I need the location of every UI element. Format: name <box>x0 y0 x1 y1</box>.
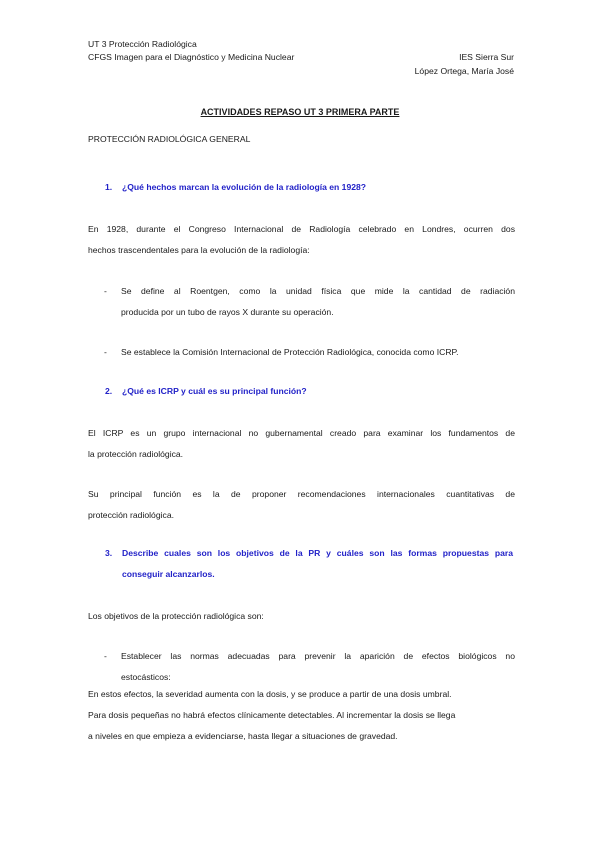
question-number: 3. <box>105 548 113 558</box>
header-author: López Ortega, María José <box>414 66 514 76</box>
answer-3-intro: Los objetivos de la protección radiológica son: <box>88 611 264 621</box>
question-text: ¿Qué hechos marcan la evolución de la radiología en 1928? <box>122 182 367 192</box>
text-line: Para dosis pequeñas no habrá efectos clínicamente detectables. Al incrementar la dosis se llega <box>88 710 456 720</box>
bullet-dash: - <box>104 651 107 661</box>
header-course: CFGS Imagen para el Diagnóstico y Medicina Nuclear <box>88 52 295 62</box>
text-line: la protección radiológica. <box>88 449 184 459</box>
answer-1-bullet-2 <box>104 346 515 358</box>
question-2 <box>105 385 307 397</box>
bullet-dash: - <box>104 286 107 296</box>
answer-3-body <box>88 688 515 742</box>
text-line: Establecer las normas adecuadas para prevenir la aparición de efectos biológicos no <box>121 651 515 661</box>
text-line: Se establece la Comisión Internacional de Protección Radiológica, conocida como ICRP. <box>121 347 459 357</box>
text-line: estocásticos: <box>121 672 171 682</box>
answer-3-bullet-1 <box>104 650 515 683</box>
text-line: El ICRP es un grupo internacional no gubernamental creado para examinar los fundamentos de <box>88 428 515 438</box>
question-1 <box>105 181 366 193</box>
question-text: Describe cuales son los objetivos de la PR y cuáles son las formas propuestas para <box>122 548 513 558</box>
text-line: En 1928, durante el Congreso Internacional de Radiología celebrado en Londres, ocurren dos <box>88 224 515 234</box>
text-line: producida por un tubo de rayos X durante su operación. <box>121 307 334 317</box>
text-line: protección radiológica. <box>88 510 174 520</box>
text-line: En estos efectos, la severidad aumenta con la dosis, y se produce a partir de una dosis umbral. <box>88 689 452 699</box>
page-title: ACTIVIDADES REPASO UT 3 PRIMERA PARTE <box>200 107 400 117</box>
text-line: a niveles en que empieza a evidenciarse, hasta llegar a situaciones de gravedad. <box>88 731 398 741</box>
answer-1-bullet-1 <box>104 285 515 318</box>
question-number: 1. <box>105 182 113 192</box>
section-heading: PROTECCIÓN RADIOLÓGICA GENERAL <box>88 134 251 144</box>
header-unit: UT 3 Protección Radiológica <box>88 39 197 49</box>
header-school: IES Sierra Sur <box>459 52 514 62</box>
question-3 <box>105 547 513 580</box>
question-text-cont: conseguir alcanzarlos. <box>122 569 215 579</box>
answer-2-para-2 <box>88 488 515 521</box>
answer-1-intro <box>88 223 515 256</box>
text-line: hechos trascendentales para la evolución de la radiología: <box>88 245 310 255</box>
bullet-dash: - <box>104 347 107 357</box>
text-line: Su principal función es la de proponer recomendaciones internacionales cuantitativas de <box>88 489 515 499</box>
answer-2-para-1 <box>88 427 515 460</box>
question-text: ¿Qué es ICRP y cuál es su principal función? <box>122 386 307 396</box>
question-number: 2. <box>105 386 113 396</box>
text-line: Se define al Roentgen, como la unidad física que mide la cantidad de radiación <box>121 286 515 296</box>
